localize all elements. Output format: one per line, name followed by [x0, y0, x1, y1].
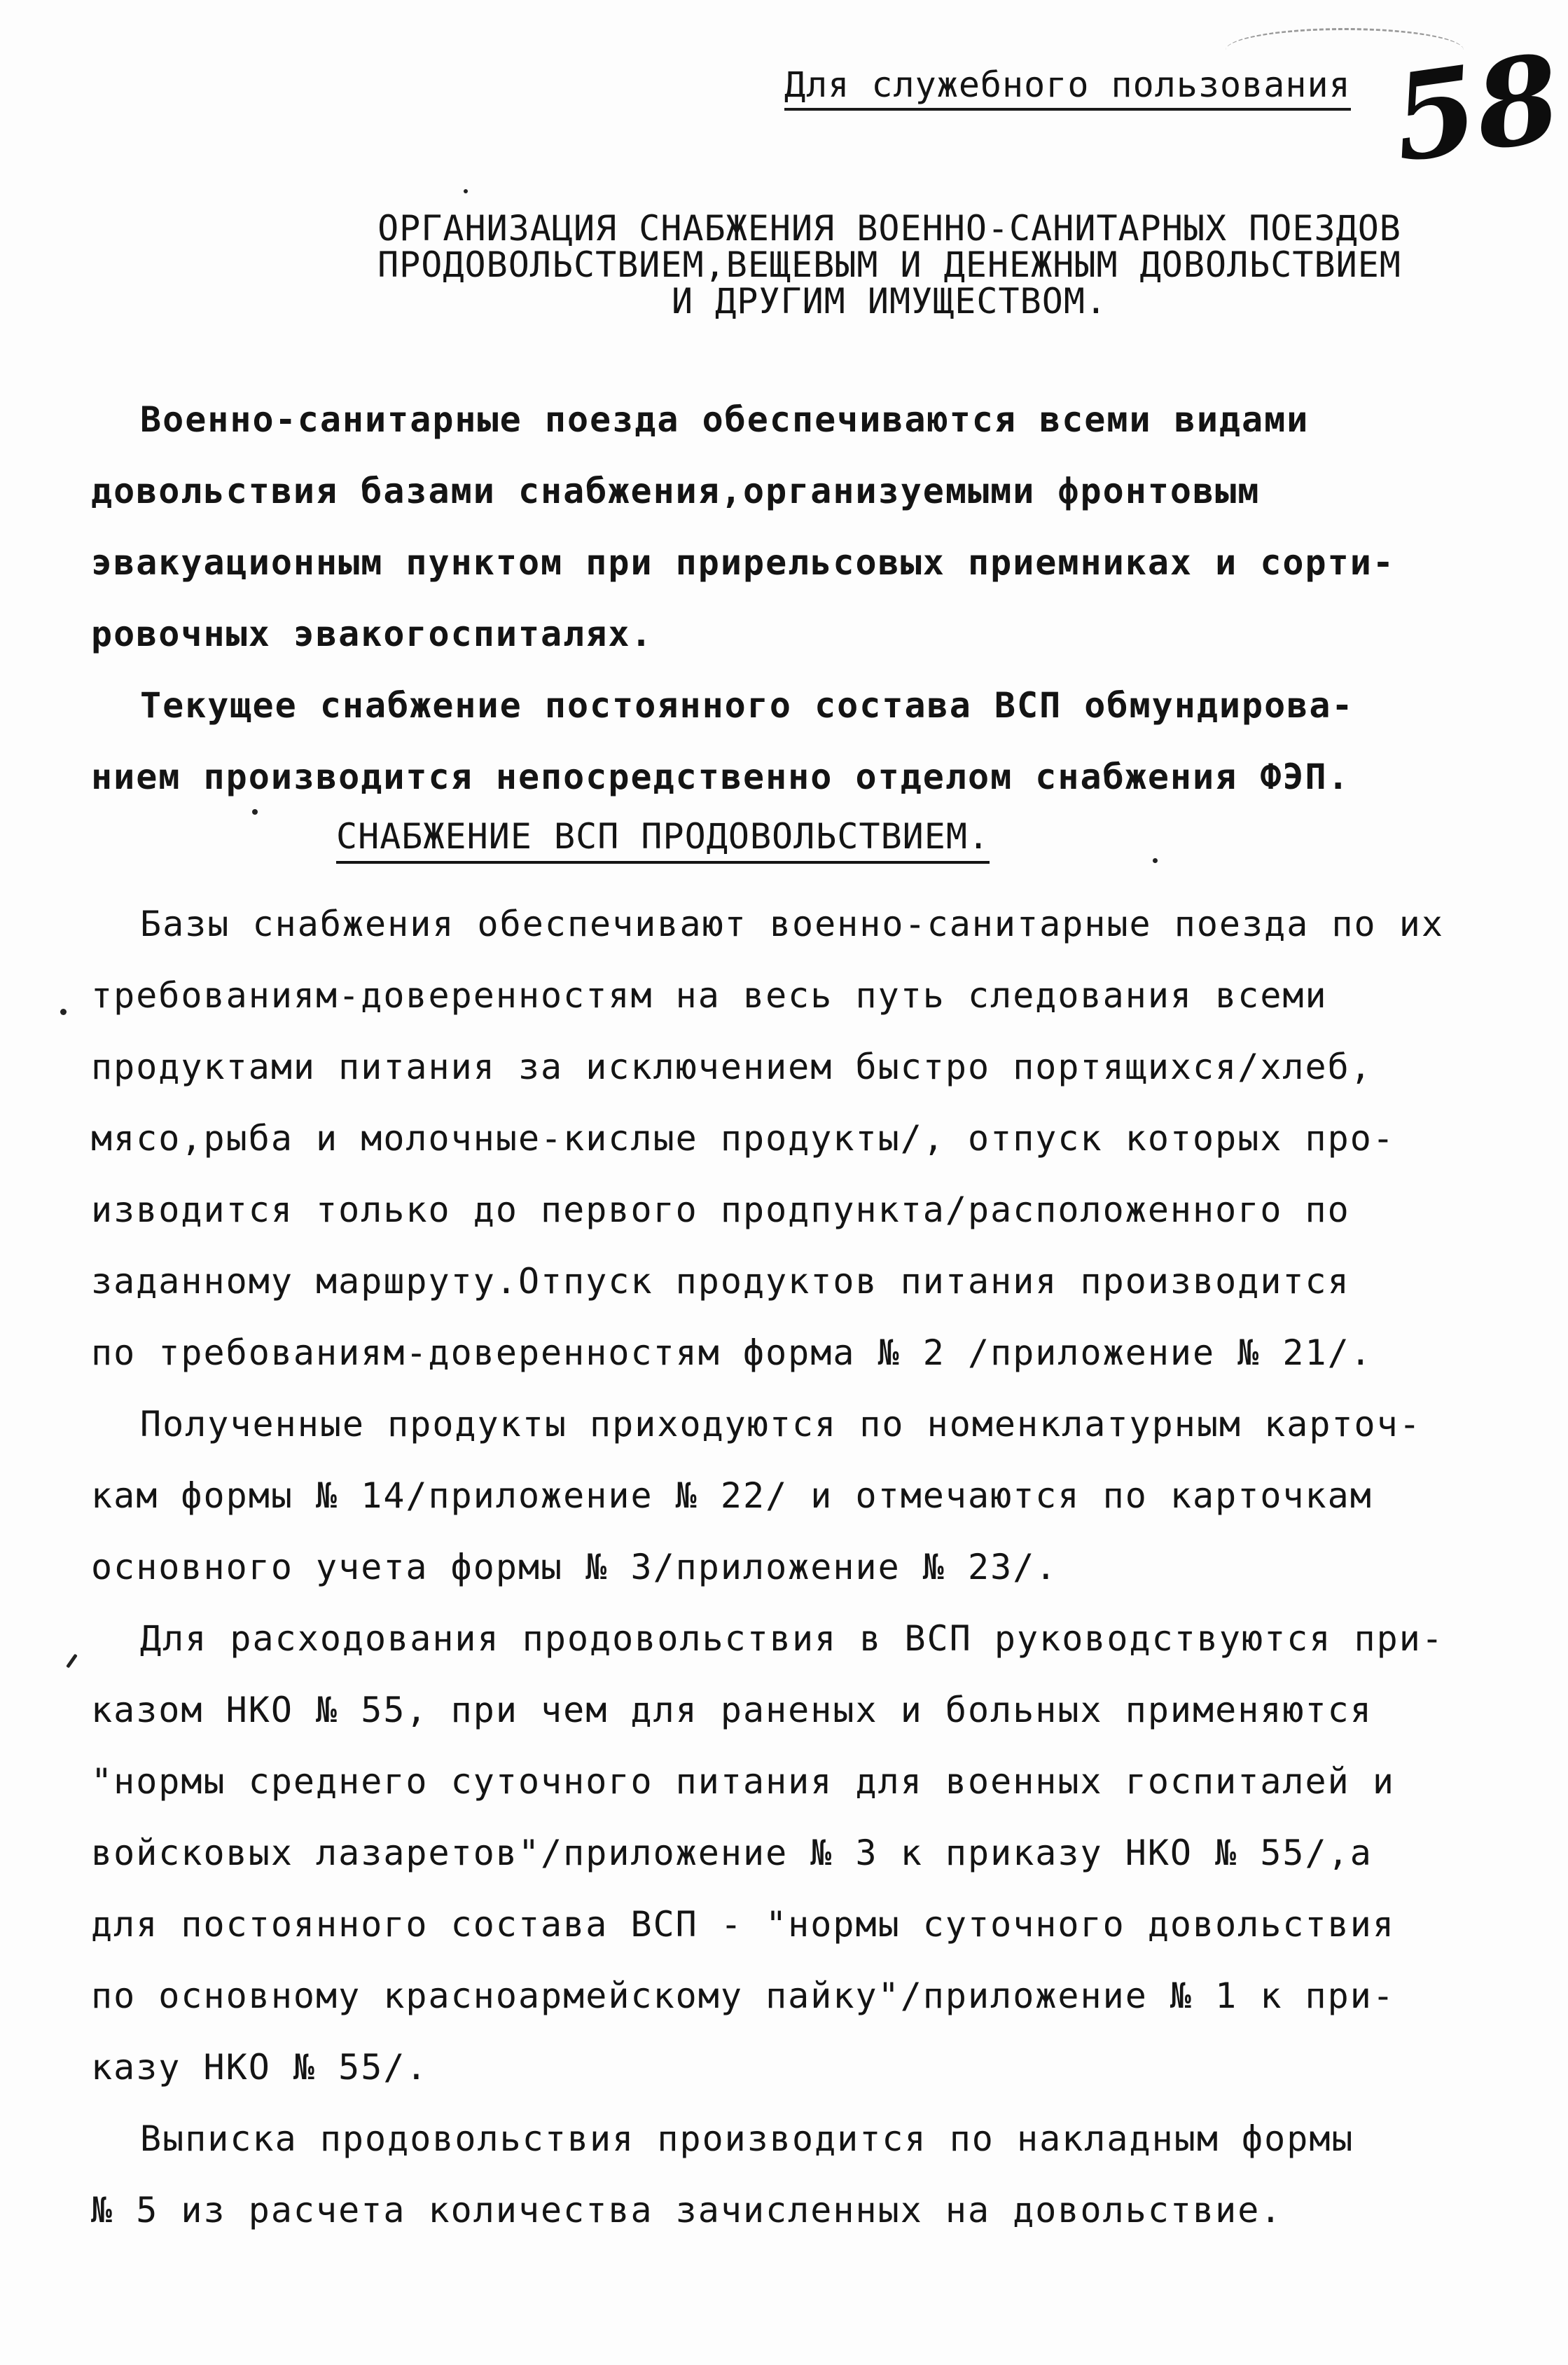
text-line: Военно-санитарные поезда обеспечиваются всеми видами: [140, 399, 1310, 440]
paper-speck: [1153, 858, 1158, 863]
text-line: довольствия базами снабжения,организуемыми фронтовым: [91, 471, 1261, 511]
text-line: казу НКО № 55/.: [91, 2047, 429, 2088]
title-line: ПРОДОВОЛЬСТВИЕМ,ВЕЩЕВЫМ И ДЕНЕЖНЫМ ДОВОЛЬСТВИЕМ: [377, 244, 1401, 285]
uniform-paragraph: [91, 670, 1450, 813]
text-line: по требованиям-доверенностям форма № 2 /приложение № 21/.: [91, 1332, 1373, 1373]
text-line: Базы снабжения обеспечивают военно-санитарные поезда по их: [140, 904, 1444, 944]
text-line: эвакуационным пунктом при прирельсовых приемниках и сорти-: [91, 542, 1395, 583]
text-line: заданному маршруту.Отпуск продуктов питания производится: [91, 1261, 1350, 1302]
text-line: изводится только до первого продпункта/расположенного по: [91, 1190, 1350, 1230]
text-line: мясо,рыба и молочные-кислые продукты/, отпуск которых про-: [91, 1118, 1395, 1159]
paper-speck: [464, 189, 468, 193]
paper-speck: [60, 1009, 67, 1015]
text-line: ровочных эвакогоспиталях.: [91, 614, 653, 654]
text-line: для постоянного состава ВСП - "нормы суточного довольствия: [91, 1904, 1395, 1945]
text-line: продуктами питания за исключением быстро портящихся/хлеб,: [91, 1047, 1373, 1087]
body-paragraph-norms: [91, 1603, 1450, 2103]
title-line: ОРГАНИЗАЦИЯ СНАБЖЕНИЯ ВОЕННО-САНИТАРНЫХ ПОЕЗДОВ: [377, 208, 1401, 249]
text-line: кам формы № 14/приложение № 22/ и отмечаются по карточкам: [91, 1475, 1373, 1516]
text-line: Выписка продовольствия производится по накладным формы: [140, 2118, 1354, 2159]
text-line: № 5 из расчета количества зачисленных на довольствие.: [91, 2190, 1283, 2230]
text-line: "нормы среднего суточного питания для военных госпиталей и: [91, 1761, 1395, 1802]
folio-number: 58: [1385, 27, 1568, 190]
section-heading: СНАБЖЕНИЕ ВСП ПРОДОВОЛЬСТВИЕМ.: [336, 816, 990, 864]
text-line: Текущее снабжение постоянного состава ВСП обмундирова-: [140, 685, 1354, 726]
intro-paragraph: [91, 384, 1450, 670]
text-line: основного учета формы № 3/приложение № 23/.: [91, 1547, 1058, 1587]
text-line: по основному красноармейскому пайку"/приложение № 1 к при-: [91, 1976, 1395, 2016]
body-paragraph-issuing: [91, 2103, 1450, 2246]
text-line: нием производится непосредственно отделом снабжения ФЭП.: [91, 757, 1350, 797]
text-line: Полученные продукты приходуются по номенклатурным карточ-: [140, 1404, 1422, 1444]
text-line: войсковых лазаретов"/приложение № 3 к приказу НКО № 55/,а: [91, 1833, 1373, 1873]
document-title: [322, 208, 1457, 322]
classification-label: Для служебного пользования: [784, 64, 1351, 111]
title-line: И ДРУГИМ ИМУЩЕСТВОМ.: [671, 281, 1108, 322]
text-line: казом НКО № 55, при чем для раненых и больных применяются: [91, 1690, 1373, 1730]
text-line: требованиям-доверенностям на весь путь следования всеми: [91, 975, 1328, 1016]
body-paragraph-accounting: [91, 1388, 1450, 1603]
paper-speck: [66, 1654, 78, 1669]
paper-speck: [252, 809, 258, 815]
body-paragraph-supply-bases: [91, 888, 1450, 1388]
text-line: Для расходования продовольствия в ВСП руководствуются при-: [140, 1618, 1444, 1659]
